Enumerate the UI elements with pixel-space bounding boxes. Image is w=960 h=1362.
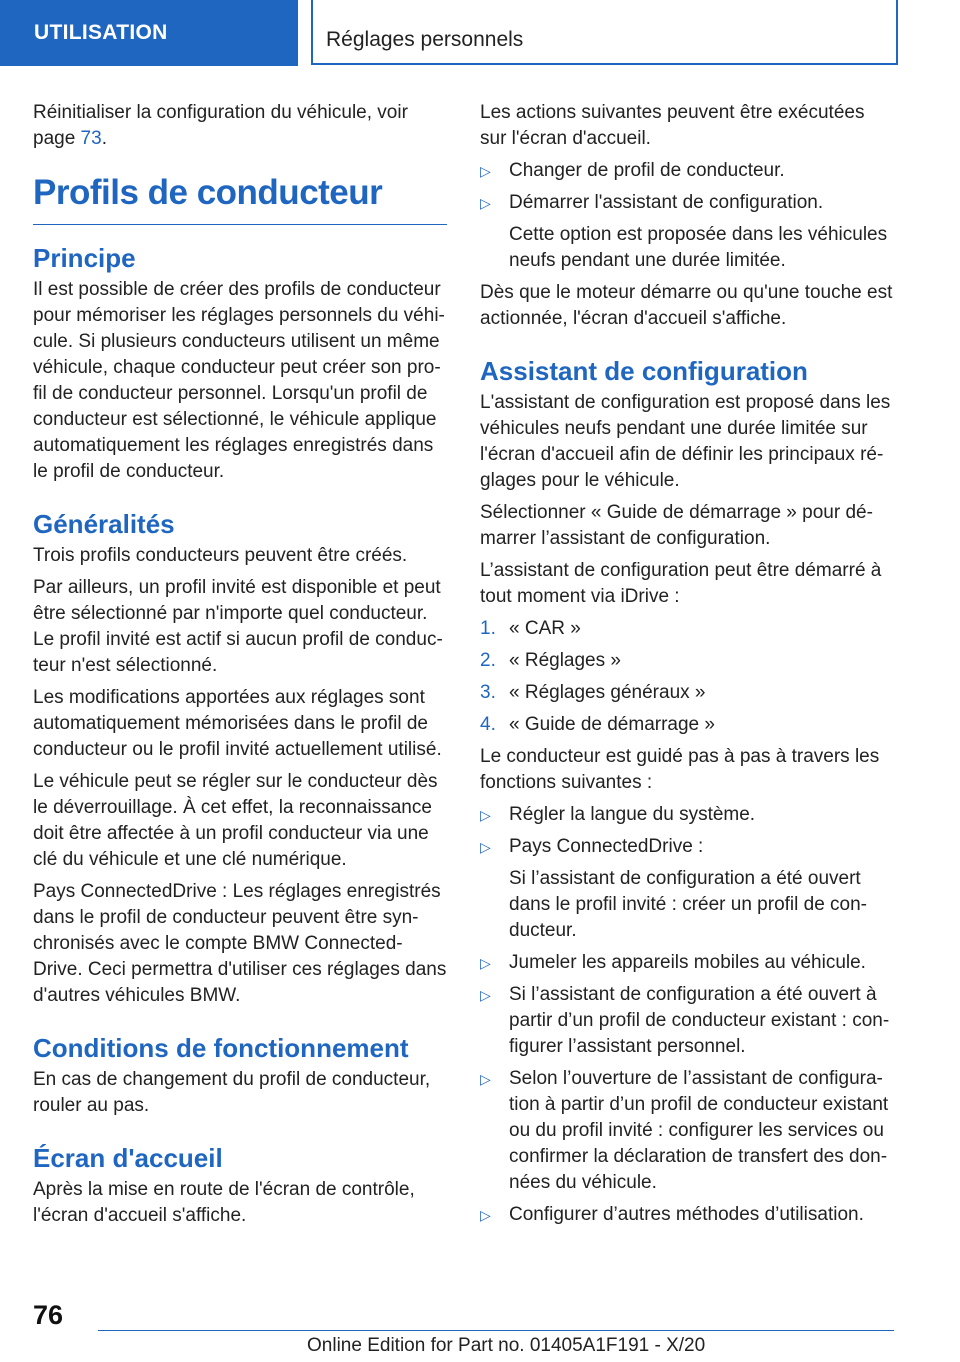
triangle-bullet-icon: ▷ [480,839,491,855]
step-number: 4. [480,714,496,735]
paragraph: Par ailleurs, un profil invité est disponible et peut être sélectionné par n'importe quel conducteur. Le profil invité est actif si aucun profil de conduc‐teur n'est sélectionné. [33,577,443,676]
triangle-bullet-icon: ▷ [480,163,491,179]
paragraph: Pays ConnectedDrive : Les réglages enregistrés dans le profil de conducteur peuvent être syn‐chronisés avec le compte BMW Connected‐Drive. Ceci permettra d'utiliser ces réglages dans d'autres véhicules BMW. [33,881,447,1006]
paragraph: En cas de changement du profil de conducteur, rouler au pas. [33,1069,431,1116]
list-item-note: Cette option est proposée dans les véhicules neufs pendant une durée limitée. [509,224,888,271]
triangle-bullet-icon: ▷ [480,1071,491,1087]
paragraph: L’assistant de configuration peut être démarré à tout moment via iDrive : [480,560,882,607]
right-column [480,100,894,1234]
triangle-bullet-icon: ▷ [480,195,491,211]
intro-paragraph: Réinitialiser la configuration du véhicule, voir page 73. [33,102,408,149]
bullet-list [480,158,894,274]
chapter-title: Réglages personnels [326,28,524,51]
step-number: 1. [480,618,496,639]
list-item: 2. « Réglages » [480,648,894,674]
list-item: ▷ Configurer d’autres méthodes d’utilisation. [480,1202,894,1228]
list-item: ▷ Jumeler les appareils mobiles au véhicule. [480,950,894,976]
paragraph: Les modifications apportées aux réglages sont automatiquement mémorisées dans le profil de conducteur ou le profil invité actuellement utilisé. [33,687,442,760]
heading-generalites: Généralités [33,509,175,539]
list-item: 3. « Réglages généraux » [480,680,894,706]
paragraph: Sélectionner « Guide de démarrage » pour dé‐marrer l’assistant de configuration. [480,502,873,549]
footer-edition: Online Edition for Part no. 01405A1F191 - X/20 [307,1335,706,1356]
heading-principe: Principe [33,243,136,273]
list-item: ▷ Changer de profil de conducteur. [480,158,894,184]
page-number: 76 [33,1300,64,1330]
section-tab [0,0,298,66]
page-link[interactable]: 73 [80,128,102,149]
left-column [33,100,447,1235]
list-item: ▷ Si l’assistant de configuration a été ouvert à partir d’un profil de conducteur existant : con‐figurer l’assistant personnel. [480,984,890,1057]
bullet-list [480,802,894,1228]
list-item: ▷ Selon l’ouverture de l’assistant de configura‐tion à partir d’un profil de conducteur existant ou du profil invité : configurer les services ou confirmer la déclaration de transfert des don‐nées du véhicule. [480,1068,889,1193]
triangle-bullet-icon: ▷ [480,955,491,971]
paragraph: Trois profils conducteurs peuvent être créés. [33,545,408,566]
step-number: 3. [480,682,496,703]
list-item-note: Si l’assistant de configuration a été ouvert dans le profil invité : créer un profil de con‐ducteur. [509,868,868,941]
paragraph: Dès que le moteur démarre ou qu'une touche est actionnée, l'écran d'accueil s'affiche. [480,282,893,329]
triangle-bullet-icon: ▷ [480,807,491,823]
triangle-bullet-icon: ▷ [480,1207,491,1223]
paragraph: Après la mise en route de l'écran de contrôle, l'écran d'accueil s'affiche. [33,1179,415,1226]
chapter-header [311,0,898,65]
step-number: 2. [480,650,496,671]
paragraph: Il est possible de créer des profils de conducteur pour mémoriser les réglages personnels du véhi‐cule. Si plusieurs conducteurs utilisent un même véhicule, chaque conducteur peut créer son pro‐fil de conducteur personnel. Lorsqu'un profil de conducteur est sélectionné, le véhicule applique automatiquement les réglages enregistrés dans le profil de conducteur. [33,279,445,482]
paragraph: Le véhicule peut se régler sur le conducteur dès le déverrouillage. À cet effet, la reconnaissance doit être affectée à un profil conducteur via une clé du véhicule et une clé numérique. [33,771,438,870]
list-item: 4. « Guide de démarrage » [480,712,894,738]
paragraph: Les actions suivantes peuvent être exécutées sur l'écran d'accueil. [480,102,865,149]
page-title: Profils de conducteur [33,172,447,225]
heading-assistant: Assistant de configuration [480,356,808,386]
paragraph: Le conducteur est guidé pas à pas à travers les fonctions suivantes : [480,746,880,793]
paragraph: L'assistant de configuration est proposé dans les véhicules neufs pendant une durée limitée sur l'écran d'accueil afin de définir les principaux ré‐glages pour le véhicule. [480,392,891,491]
heading-ecran-accueil: Écran d'accueil [33,1143,223,1173]
triangle-bullet-icon: ▷ [480,987,491,1003]
list-item: 1. « CAR » [480,616,894,642]
list-item: ▷ Démarrer l'assistant de configuration. Cette option est proposée dans les véhicules neufs pendant une durée limitée. [480,190,894,274]
heading-conditions: Conditions de fonctionnement [33,1033,409,1063]
numbered-list [480,616,894,738]
section-title: UTILISATION [34,21,168,44]
list-item: ▷ Régler la langue du système. [480,802,894,828]
list-item: ▷ Pays ConnectedDrive : Si l’assistant de configuration a été ouvert dans le profil invité : créer un profil de con‐ducteur. [480,834,894,944]
footer-divider [98,1330,894,1331]
